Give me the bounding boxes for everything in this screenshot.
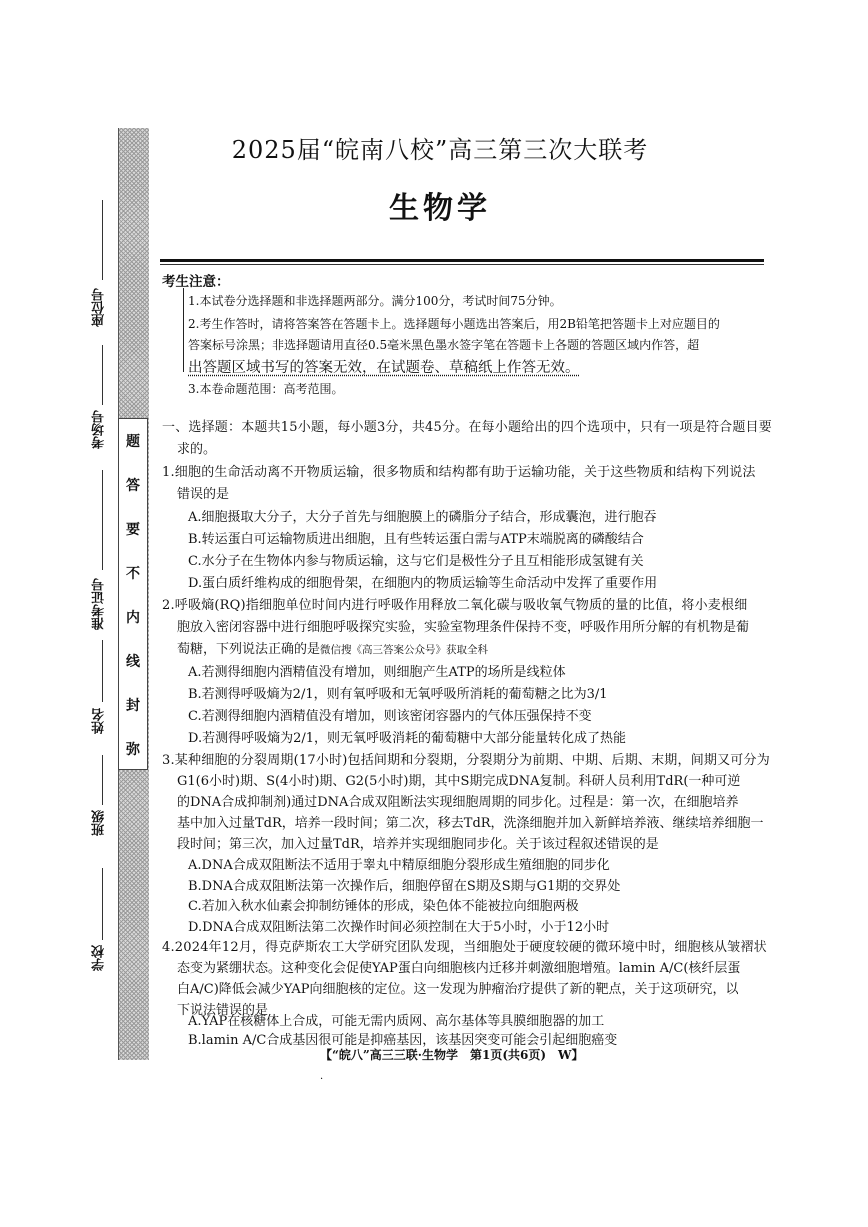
seal-char: 内 bbox=[126, 610, 140, 626]
name-label: 姓名 bbox=[92, 708, 107, 734]
seat-number-line[interactable] bbox=[102, 200, 103, 280]
question-2-option-c: C.若测得细胞内酒精值没有增加，则该密闭容器内的气体压强保持不变 bbox=[188, 709, 592, 724]
subject-title: 生物学 bbox=[389, 191, 491, 226]
watermark-text: 微信搜《高三答案公众号》获取全科 bbox=[320, 644, 489, 656]
question-1-option-d: D.蛋白质纤维构成的细胞骨架，在细胞内的物质运输等生命活动中发挥了重要作用 bbox=[188, 576, 658, 591]
school-label: 学校 bbox=[92, 945, 107, 971]
question-2-stem: 2.呼吸熵(RQ)指细胞单位时间内进行呼吸作用释放二氧化碳与吸收氧气物质的量的比值，将小麦根细 bbox=[162, 598, 748, 613]
seal-char: 线 bbox=[126, 654, 140, 670]
seal-char: 封 bbox=[126, 698, 140, 714]
notice-item: 出答题区域书写的答案无效，在试题卷、草稿纸上作答无效。 bbox=[188, 360, 580, 376]
question-1-stem: 1.细胞的生命活动离不开物质运输，很多物质和结构都有助于运输功能，关于这些物质和结构下列说法 bbox=[162, 465, 756, 480]
question-3-option-a: A.DNA合成双阻断法不适用于睾丸中精原细胞分裂形成生殖细胞的同步化 bbox=[188, 858, 610, 873]
question-3-option-d: D.DNA合成双阻断法第二次操作时间必须控制在大于5小时，小于12小时 bbox=[188, 919, 610, 935]
question-2-stem bbox=[177, 638, 488, 657]
question-4-option-b: B.lamin A/C合成基因很可能是抑癌基因，该基因突变可能会引起细胞癌变 bbox=[188, 1033, 618, 1048]
exam-room-line[interactable] bbox=[102, 345, 103, 405]
seal-char: 要 bbox=[126, 522, 140, 538]
seal-char: 不 bbox=[126, 566, 140, 582]
seal-box bbox=[118, 418, 148, 770]
question-1-option-b: B.转运蛋白可运输物质进出细胞，且有些转运蛋白需与ATP末端脱离的磷酸结合 bbox=[188, 532, 644, 547]
page-footer: 【“皖八”高三三联·生物学 第1页(共6页) W】 bbox=[320, 1048, 584, 1062]
seal-char: 答 bbox=[126, 478, 140, 494]
section-heading-cont: 求的。 bbox=[177, 442, 217, 457]
question-3-option-b: B.DNA合成双阻断法第一次操作后，细胞停留在S期及S期与G1期的交界处 bbox=[188, 878, 621, 894]
question-4-stem: 态变为紧绷状态。这种变化会促使YAP蛋白向细胞核内迁移并刺激细胞增殖。lamin A/C(核纤层蛋 bbox=[177, 961, 741, 976]
question-3-stem: G1(6小时)期、S(4小时)期、G2(5小时)期，其中S期完成DNA复制。科研人员利用TdR(一种可逆 bbox=[177, 774, 741, 789]
question-4-stem: 白A/C)降低会减少YAP向细胞核的定位。这一发现为肿瘤治疗提供了新的靶点，关于这项研究，以 bbox=[177, 982, 739, 997]
question-2-stem-end: 萄糖，下列说法正确的是 bbox=[177, 642, 321, 657]
question-3-stem: 段时间；第三次，加入过量TdR，培养并实现细胞同步化。关于该过程叙述错误的是 bbox=[177, 837, 659, 852]
question-1-option-a: A.细胞摄取大分子，大分子首先与细胞膜上的磷脂分子结合，形成囊泡，进行胞吞 bbox=[188, 510, 657, 525]
school-line[interactable] bbox=[102, 868, 103, 940]
seat-number-label: 座位号 bbox=[92, 288, 107, 327]
header-divider bbox=[160, 259, 764, 262]
notice-title: 考生注意： bbox=[162, 274, 230, 290]
question-3-option-c: C.若加入秋水仙素会抑制纺锤体的形成，染色体不能被拉向细胞两极 bbox=[188, 899, 579, 914]
exam-title: 2025届“皖南八校”高三第三次大联考 bbox=[231, 136, 649, 164]
notice-item: 2.考生作答时，请将答案答在答题卡上。选择题每小题选出答案后，用2B铅笔把答题卡上对应题目的 bbox=[188, 317, 720, 331]
question-2-option-a: A.若测得细胞内酒精值没有增加，则细胞产生ATP的场所是线粒体 bbox=[188, 665, 566, 680]
header-divider-thin bbox=[160, 264, 764, 265]
question-3-stem: 的DNA合成抑制剂)通过DNA合成双阻断法实现细胞周期的同步化。过程是：第一次，在细胞培养 bbox=[177, 795, 739, 810]
ticket-number-line[interactable] bbox=[102, 470, 103, 570]
page-dot: · bbox=[320, 1074, 324, 1085]
question-2-stem: 胞放入密闭容器中进行细胞呼吸探究实验，实验室物理条件保持不变，呼吸作用所分解的有机物是葡 bbox=[177, 620, 750, 635]
seal-char: 题 bbox=[126, 434, 140, 450]
question-1-option-c: C.水分子在生物体内参与物质运输，这与它们是极性分子且互相能形成氢键有关 bbox=[188, 554, 644, 569]
notice-item: 答案标号涂黑；非选择题请用直径0.5毫米黑色墨水签字笔在答题卡上各题的答题区域内作答，超 bbox=[188, 338, 700, 352]
exam-room-label: 考场号 bbox=[92, 410, 107, 449]
name-line[interactable] bbox=[102, 640, 103, 702]
section-heading: 一、选择题：本题共15小题，每小题3分，共45分。在每小题给出的四个选项中，只有一项是符合题目要 bbox=[162, 420, 772, 435]
question-4-option-a: A.YAP在核糖体上合成，可能无需内质网、高尔基体等具膜细胞器的加工 bbox=[188, 1014, 605, 1029]
class-line[interactable] bbox=[102, 755, 103, 805]
question-3-stem: 3.某种细胞的分裂周期(17小时)包括间期和分裂期，分裂期分为前期、中期、后期、末期，间期又可分为 bbox=[162, 753, 770, 768]
question-3-stem: 基中加入过量TdR，培养一段时间；第二次，移去TdR，洗涤细胞并加入新鲜培养液、继续培养细胞一 bbox=[177, 816, 764, 831]
notice-item: 1.本试卷分选择题和非选择题两部分。满分100分，考试时间75分钟。 bbox=[188, 294, 562, 308]
question-2-option-d: D.若测得呼吸熵为2/1，则无氧呼吸消耗的葡萄糖中大部分能量转化成了热能 bbox=[188, 731, 627, 746]
ticket-number-label: 准考证号 bbox=[92, 578, 107, 630]
notice-item: 3.本卷命题范围：高考范围。 bbox=[188, 382, 344, 396]
class-label: 班级 bbox=[92, 810, 107, 836]
question-2-option-b: B.若测得呼吸熵为2/1，则有氧呼吸和无氧呼吸所消耗的葡萄糖之比为3/1 bbox=[188, 687, 608, 702]
question-4-stem: 下说法错误的是 bbox=[177, 1003, 269, 1018]
question-4-stem: 4.2024年12月，得克萨斯农工大学研究团队发现，当细胞处于硬度较硬的微环境中时，细胞核从皱褶状 bbox=[162, 940, 767, 955]
seal-char: 弥 bbox=[126, 742, 140, 758]
question-1-stem: 错误的是 bbox=[177, 487, 230, 502]
